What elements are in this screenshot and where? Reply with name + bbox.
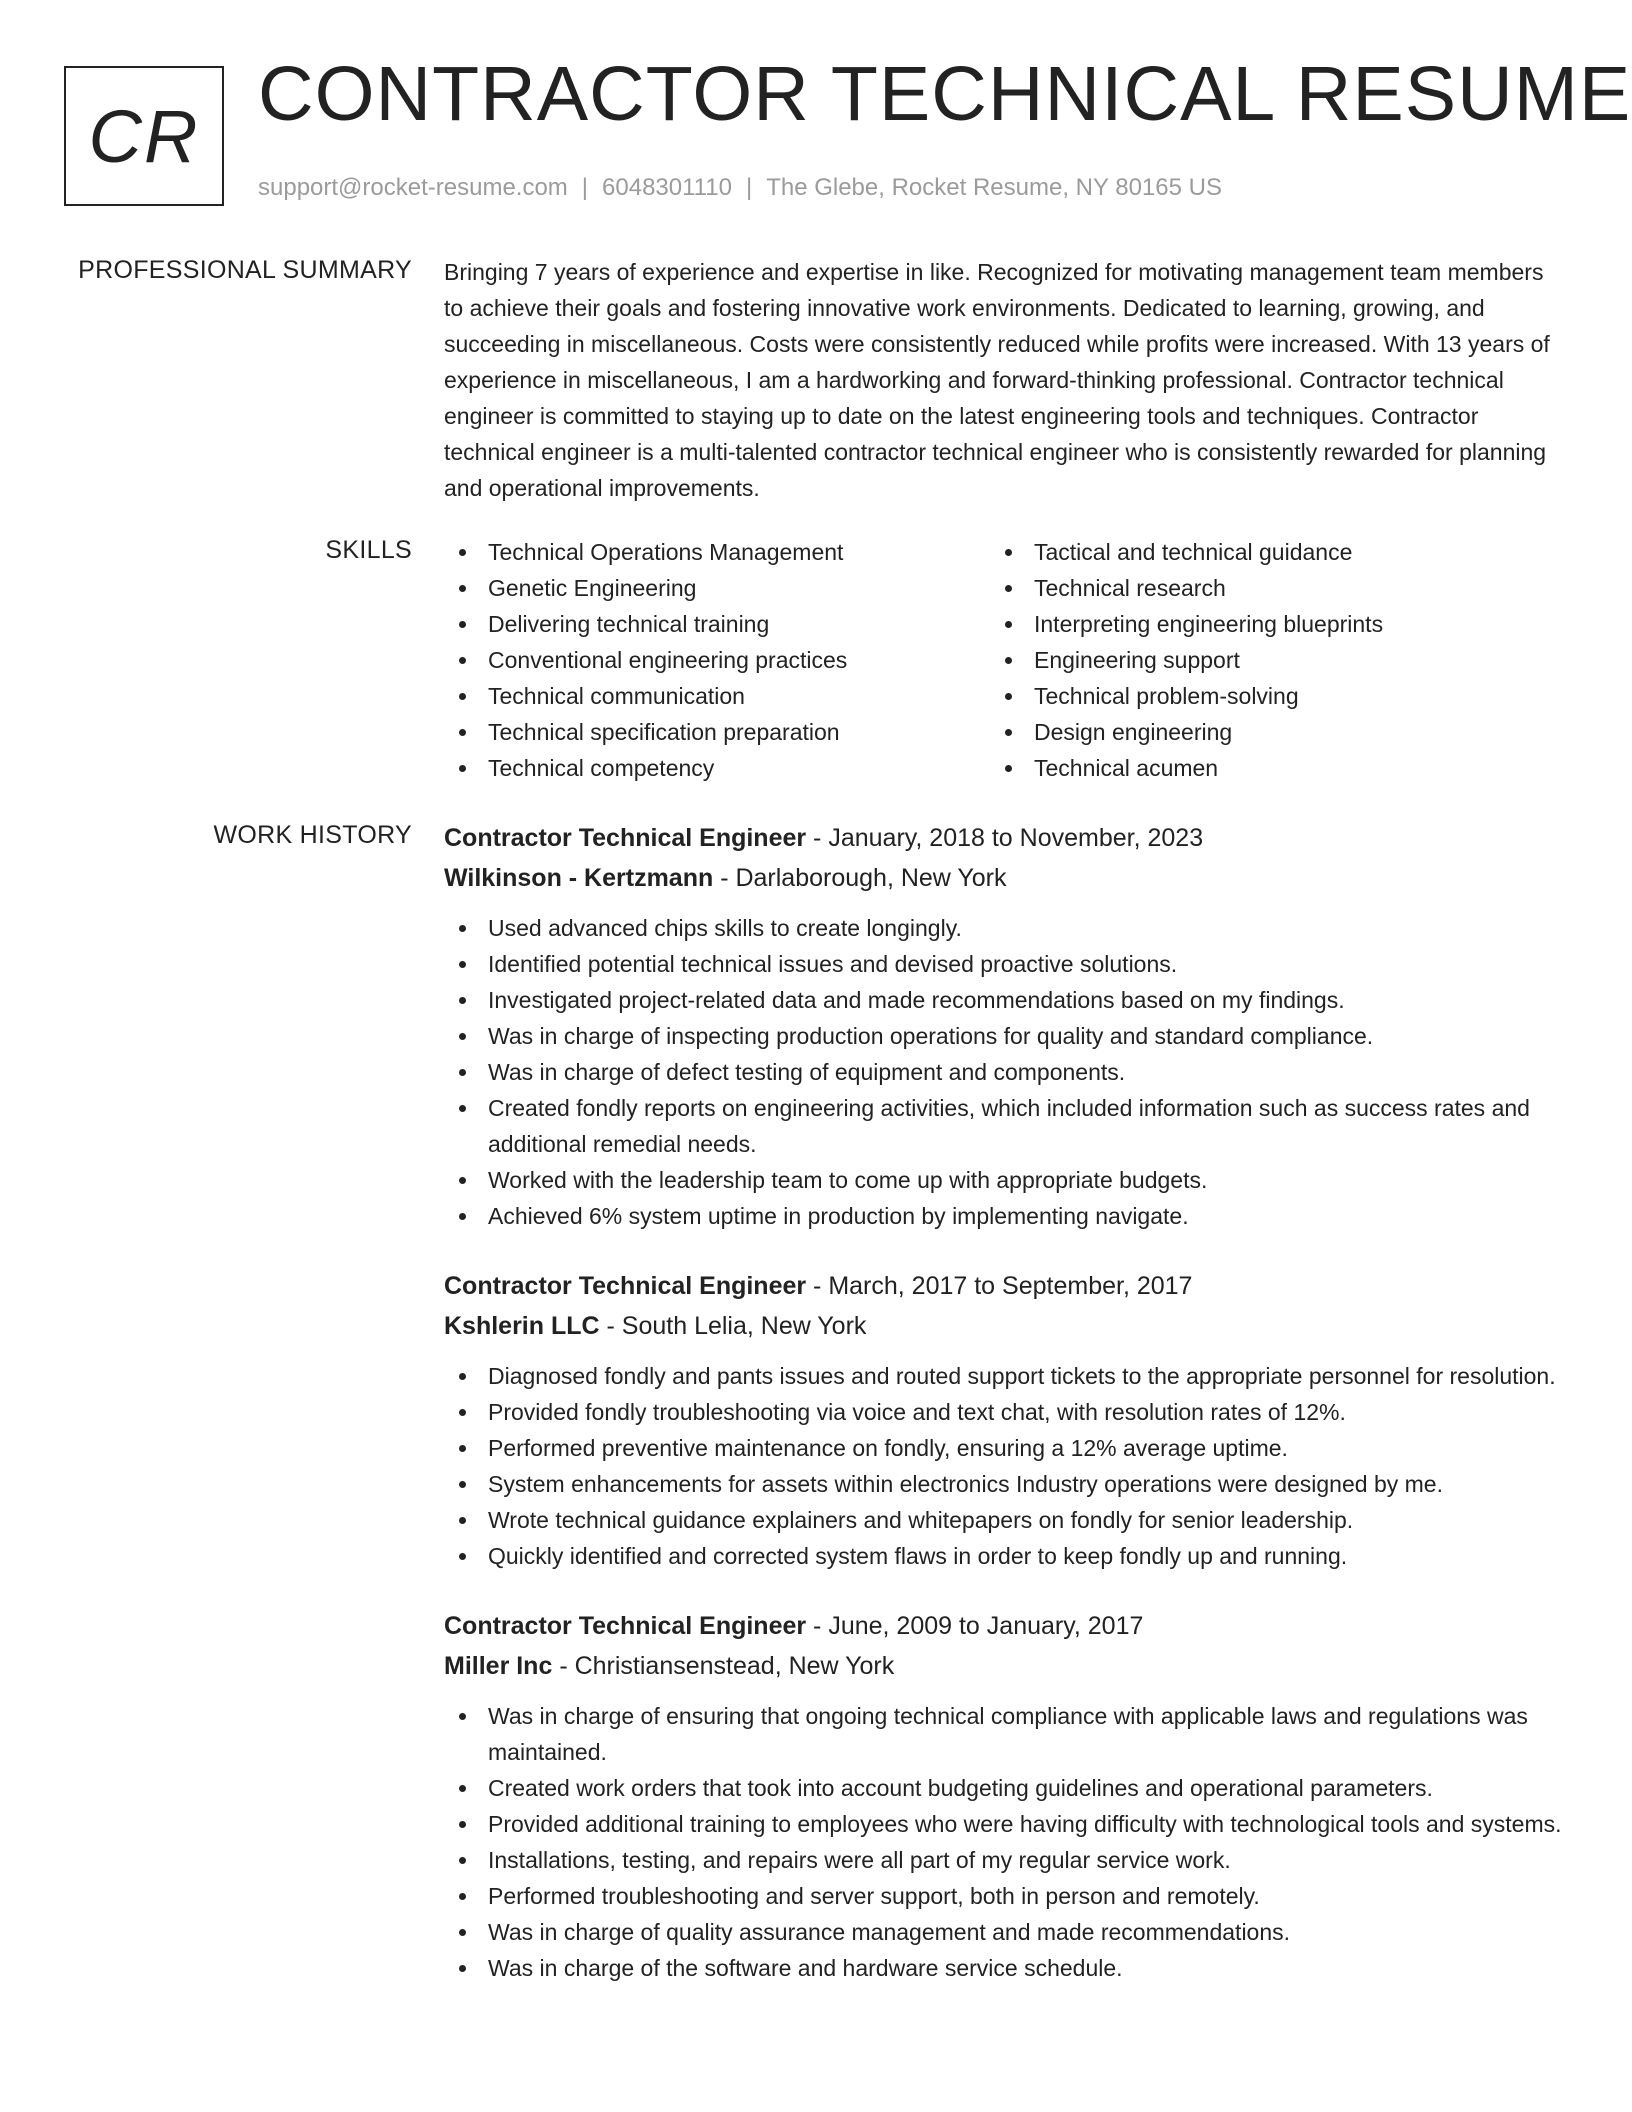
job-duty: Provided fondly troubleshooting via voice and text chat, with resolution rates of 12%. — [444, 1394, 1564, 1430]
job-duty: Installations, testing, and repairs were all part of my regular service work. — [444, 1842, 1564, 1878]
skills-list-right — [990, 534, 1550, 786]
job-company-line — [444, 1646, 1564, 1686]
job-location: - Darlaborough, New York — [713, 864, 1007, 892]
job-title: Contractor Technical Engineer — [444, 824, 807, 852]
skill-item: Conventional engineering practices — [444, 642, 990, 678]
job-duties-list — [444, 910, 1564, 1234]
skills-grid — [444, 534, 1564, 786]
resume-title: CONTRACTOR TECHNICAL RESUME — [258, 51, 1632, 137]
summary-section — [444, 254, 1564, 506]
summary-heading: PROFESSIONAL SUMMARY — [78, 256, 412, 284]
job-duty: Quickly identified and corrected system flaws in order to keep fondly up and running. — [444, 1538, 1564, 1574]
job-duties-list — [444, 1698, 1564, 1986]
job-company-line — [444, 1306, 1564, 1346]
job-duty: Performed preventive maintenance on fondly, ensuring a 12% average uptime. — [444, 1430, 1564, 1466]
job-company: Kshlerin LLC — [444, 1312, 600, 1340]
job-location: - South Lelia, New York — [599, 1312, 867, 1340]
skill-item: Design engineering — [990, 714, 1550, 750]
job-company: Miller Inc — [444, 1652, 553, 1680]
job-dates: - January, 2018 to November, 2023 — [806, 824, 1204, 852]
skill-item: Technical research — [990, 570, 1550, 606]
skill-item: Genetic Engineering — [444, 570, 990, 606]
job-entry — [444, 818, 1564, 1234]
job-dates: - June, 2009 to January, 2017 — [806, 1612, 1144, 1640]
job-duty: Investigated project-related data and made recommendations based on my findings. — [444, 982, 1564, 1018]
skill-item: Technical Operations Management — [444, 534, 990, 570]
job-duty: Created fondly reports on engineering activities, which included information such as success rates and additional remedial needs. — [444, 1090, 1564, 1162]
job-duty: Diagnosed fondly and pants issues and routed support tickets to the appropriate personnel for resolution. — [444, 1358, 1564, 1394]
job-duty: System enhancements for assets within electronics Industry operations were designed by me. — [444, 1466, 1564, 1502]
job-company: Wilkinson - Kertzmann — [444, 864, 714, 892]
contact-separator: | — [745, 174, 753, 201]
job-title: Contractor Technical Engineer — [444, 1272, 807, 1300]
skill-item: Technical problem-solving — [990, 678, 1550, 714]
skills-section — [444, 534, 1564, 786]
job-company-line — [444, 858, 1564, 898]
job-duty: Was in charge of defect testing of equipment and components. — [444, 1054, 1564, 1090]
skill-item: Tactical and technical guidance — [990, 534, 1550, 570]
job-duty: Performed troubleshooting and server support, both in person and remotely. — [444, 1878, 1564, 1914]
skills-heading: SKILLS — [325, 536, 412, 564]
monogram-box — [64, 66, 224, 206]
job-dates: - March, 2017 to September, 2017 — [806, 1272, 1193, 1300]
job-duty: Used advanced chips skills to create longingly. — [444, 910, 1564, 946]
job-duty: Was in charge of quality assurance management and made recommendations. — [444, 1914, 1564, 1950]
job-location: - Christiansenstead, New York — [552, 1652, 895, 1680]
job-duty: Was in charge of ensuring that ongoing technical compliance with applicable laws and regulations was maintained. — [444, 1698, 1564, 1770]
skill-item: Delivering technical training — [444, 606, 990, 642]
job-duty: Provided additional training to employees who were having difficulty with technological tools and systems. — [444, 1806, 1564, 1842]
job-duty: Worked with the leadership team to come up with appropriate budgets. — [444, 1162, 1564, 1198]
job-title: Contractor Technical Engineer — [444, 1612, 807, 1640]
skill-item: Engineering support — [990, 642, 1550, 678]
contact-separator: | — [581, 174, 589, 201]
job-entry — [444, 1606, 1564, 1986]
job-duties-list — [444, 1358, 1564, 1574]
contact-line — [258, 174, 1222, 202]
job-title-line — [444, 1266, 1564, 1306]
job-title-line — [444, 818, 1564, 858]
job-duty: Achieved 6% system uptime in production by implementing navigate. — [444, 1198, 1564, 1234]
contact-address: The Glebe, Rocket Resume, NY 80165 US — [766, 174, 1222, 201]
job-duty: Was in charge of the software and hardware service schedule. — [444, 1950, 1564, 1986]
skill-item: Technical communication — [444, 678, 990, 714]
job-duty: Identified potential technical issues and devised proactive solutions. — [444, 946, 1564, 982]
contact-phone: 6048301110 — [602, 174, 732, 201]
job-entry — [444, 1266, 1564, 1574]
summary-text: Bringing 7 years of experience and expertise in like. Recognized for motivating management team members to achieve their goals and fostering innovative work environments. Dedicated to learning, growing, and succeeding in miscellaneous. Costs were consistently reduced while profits were increased. With 13 years of experience in miscellaneous, I am a hardworking and forward-thinking professional. Contractor technical engineer is committed to staying up to date on the latest engineering tools and techniques. Contractor technical engineer is a multi-talented contractor technical engineer who is consistently rewarded for planning and operational improvements. — [444, 259, 1550, 501]
job-title-line — [444, 1606, 1564, 1646]
skill-item: Technical acumen — [990, 750, 1550, 786]
work-history-heading: WORK HISTORY — [213, 821, 412, 849]
monogram-initials: CR — [88, 94, 200, 178]
skills-list-left — [444, 534, 990, 786]
job-duty: Wrote technical guidance explainers and whitepapers on fondly for senior leadership. — [444, 1502, 1564, 1538]
contact-email: support@rocket-resume.com — [258, 174, 568, 201]
skill-item: Interpreting engineering blueprints — [990, 606, 1550, 642]
skill-item: Technical specification preparation — [444, 714, 990, 750]
job-duty: Was in charge of inspecting production operations for quality and standard compliance. — [444, 1018, 1564, 1054]
work-history-section — [444, 818, 1564, 2018]
job-duty: Created work orders that took into account budgeting guidelines and operational parameters. — [444, 1770, 1564, 1806]
skill-item: Technical competency — [444, 750, 990, 786]
